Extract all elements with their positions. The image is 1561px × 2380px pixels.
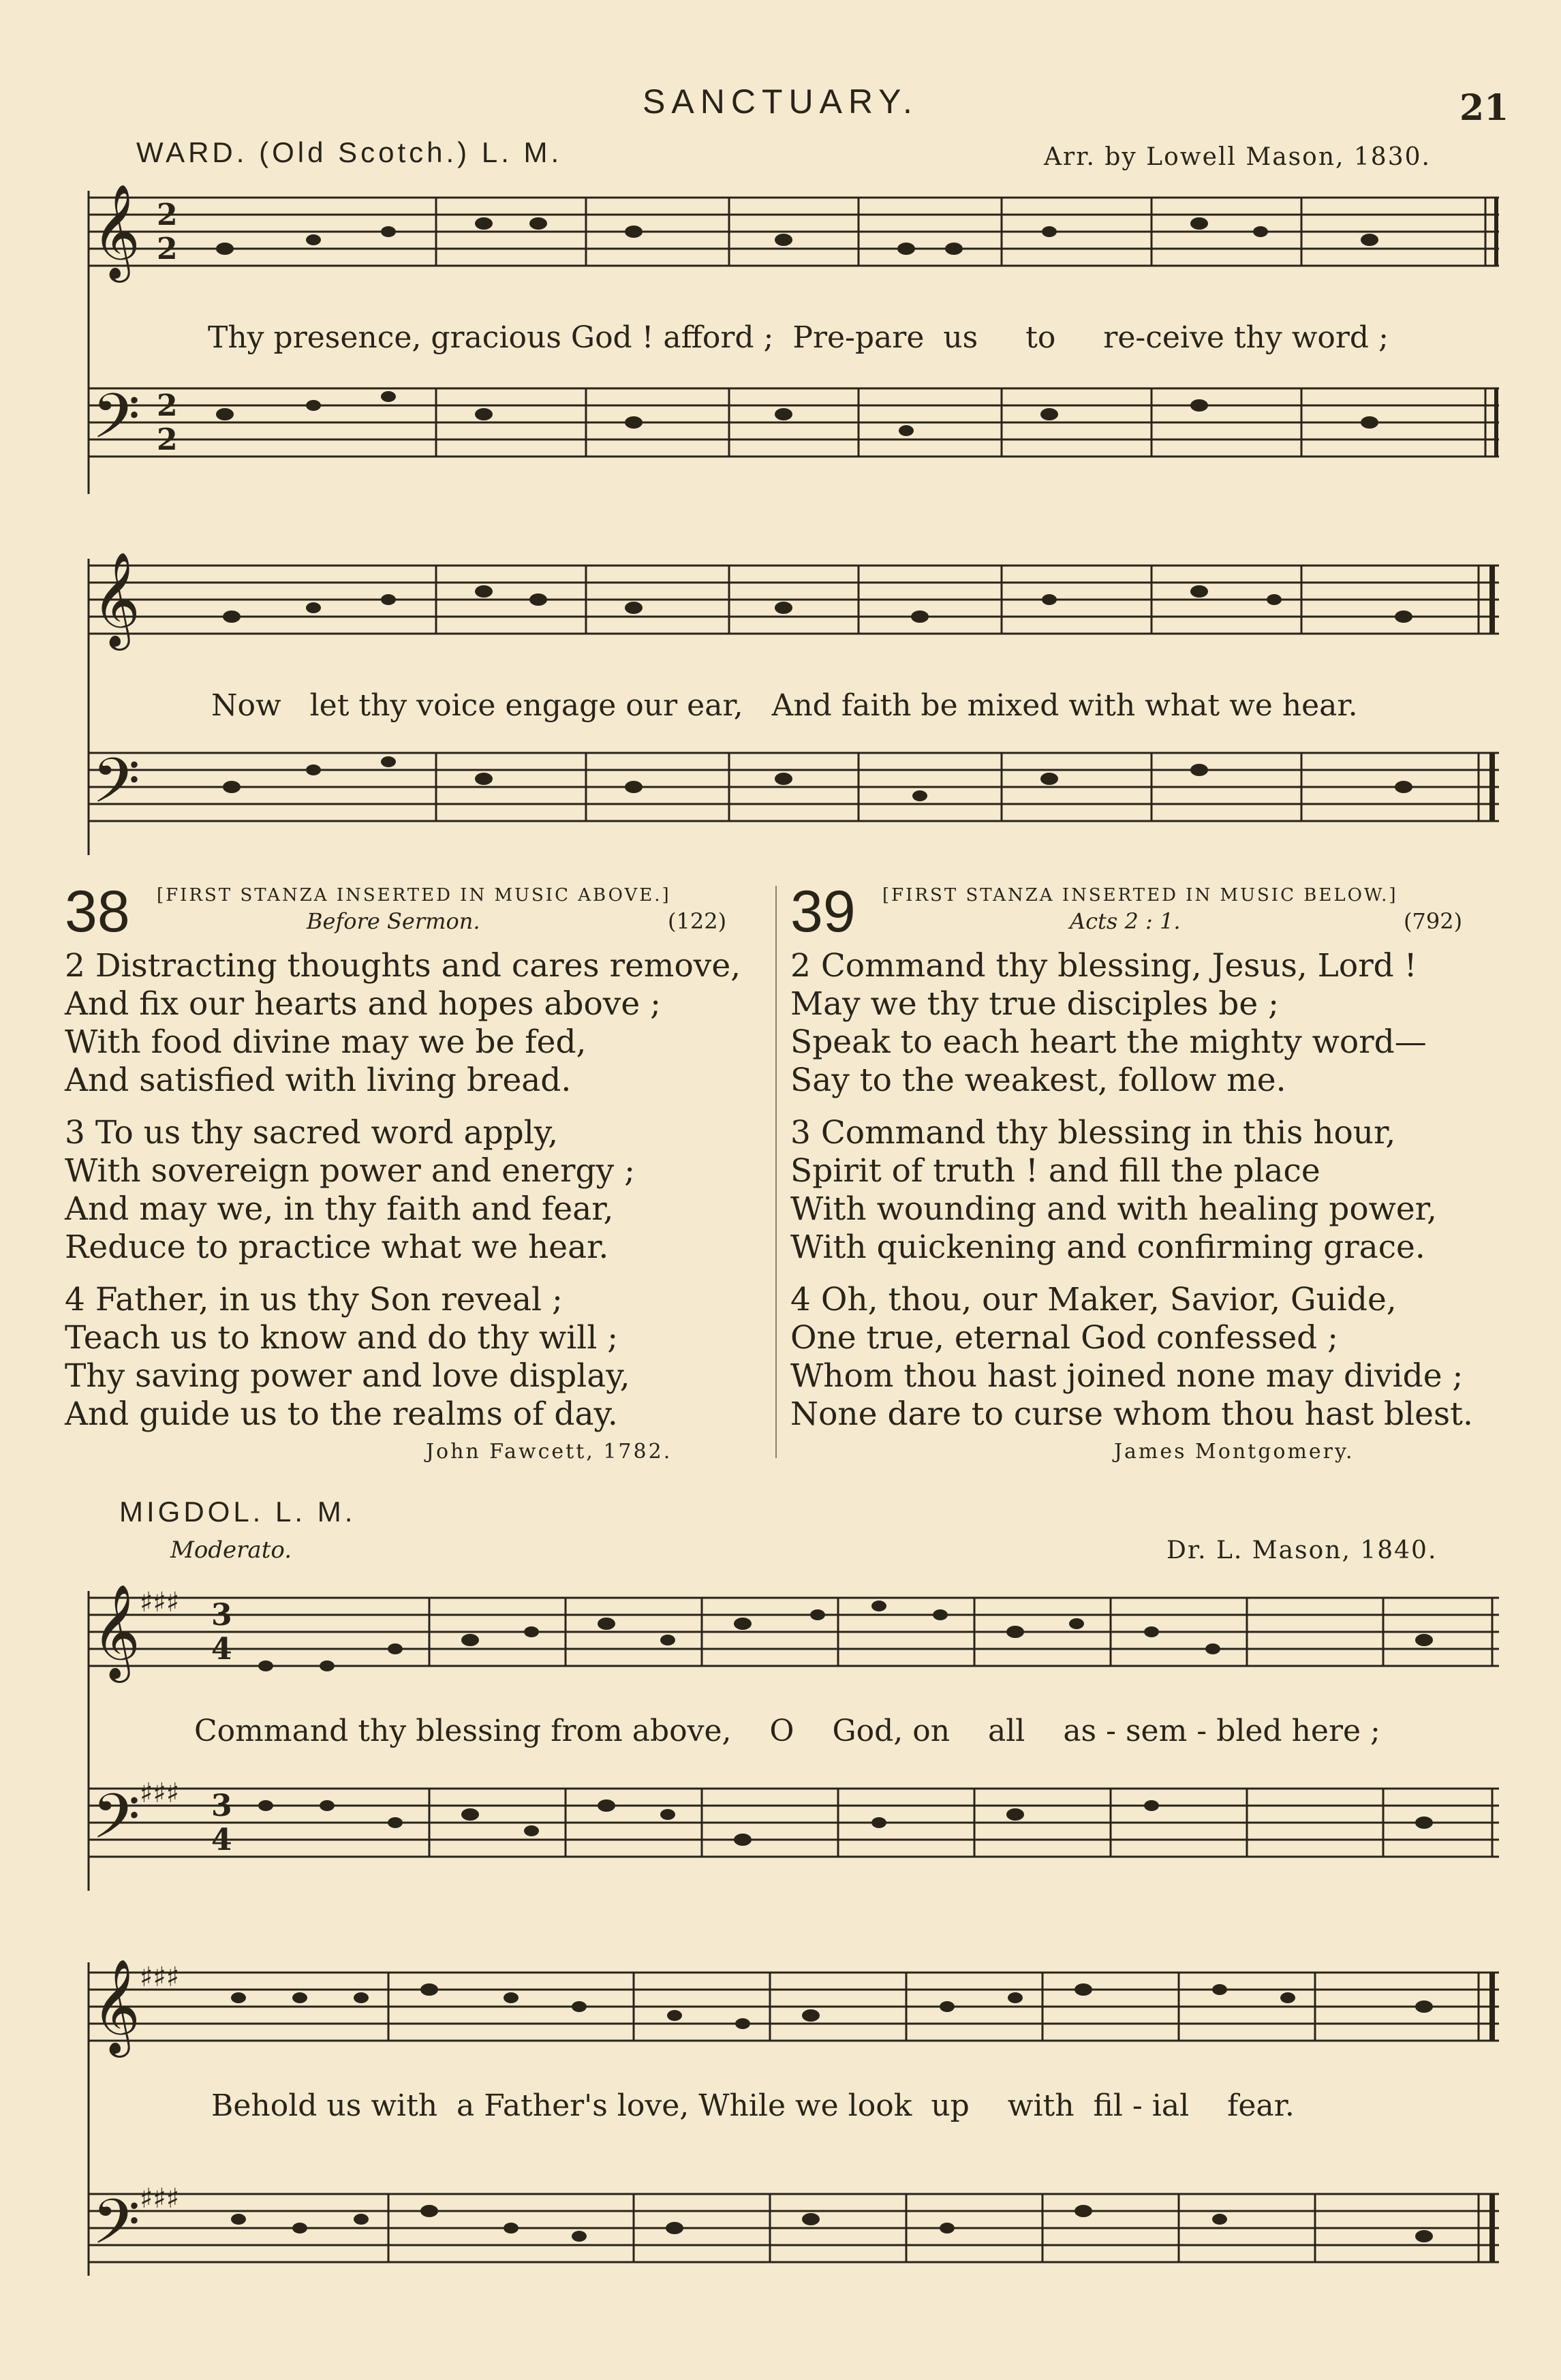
svg-text:𝄢: 𝄢 <box>92 2186 140 2273</box>
stanza-2 <box>790 947 1427 1100</box>
lyric-line-3: Command thy blessing from above, O God, on all as - sem - bled here ; <box>194 1714 1380 1748</box>
svg-text:4: 4 <box>211 1823 232 1857</box>
music-system-2 <box>75 552 1506 865</box>
stanza-3 <box>65 1114 635 1267</box>
hymn-scripture: Acts 2 : 1. <box>1070 908 1181 934</box>
hymn-placement-note: [FIRST STANZA INSERTED IN MUSIC ABOVE.] <box>157 885 671 906</box>
stanza-line: With food divine may we be fed, <box>65 1023 587 1061</box>
svg-text:2: 2 <box>157 232 178 266</box>
lyric-line-1: Thy presence, gracious God ! afford ; Pre-pare us to re-ceive thy word ; <box>208 320 1389 355</box>
stanza-line: Whom thou hast joined none may divide ; <box>790 1357 1464 1395</box>
stanza-line: 4 Father, in us thy Son reveal ; <box>65 1281 563 1318</box>
svg-text:𝄢: 𝄢 <box>92 745 140 832</box>
stanza-4 <box>790 1281 1473 1434</box>
stanza-line: Reduce to practice what we hear. <box>65 1228 609 1266</box>
stanza-4 <box>65 1281 630 1434</box>
hymn-placement-note: [FIRST STANZA INSERTED IN MUSIC BELOW.] <box>882 885 1398 906</box>
stanza-line: Spirit of truth ! and fill the place <box>790 1152 1320 1190</box>
svg-text:3: 3 <box>211 1598 232 1633</box>
stanza-line: And may we, in thy faith and fear, <box>65 1190 614 1228</box>
svg-text:♯♯♯: ♯♯♯ <box>140 1962 180 1993</box>
hymn-author: James Montgomery. <box>1114 1440 1355 1464</box>
music-system-3 <box>75 1571 1506 1904</box>
stanza-3 <box>790 1114 1437 1267</box>
hymn-reference: (792) <box>1404 908 1463 934</box>
stanza-line: With wounding and with healing power, <box>790 1190 1437 1228</box>
svg-text:2: 2 <box>157 422 178 457</box>
svg-text:♯♯♯: ♯♯♯ <box>140 1778 180 1809</box>
stanza-line: 3 Command thy blessing in this hour, <box>790 1114 1396 1152</box>
svg-text:𝄞: 𝄞 <box>92 552 140 647</box>
lyric-line-4: Behold us with a Father's love, While we look up with fil - ial fear. <box>211 2088 1295 2123</box>
hymn-author: John Fawcett, 1782. <box>426 1440 673 1464</box>
music-system-4 <box>75 1942 1506 2283</box>
stanza-line: 4 Oh, thou, our Maker, Savior, Guide, <box>790 1281 1397 1318</box>
svg-text:𝄢: 𝄢 <box>92 380 140 467</box>
svg-text:𝄢: 𝄢 <box>92 1780 140 1868</box>
tune-title-ward: WARD. (Old Scotch.) L. M. <box>136 136 563 168</box>
tune-title-migdol: MIGDOL. L. M. <box>119 1496 356 1528</box>
page-number: 21 <box>1459 87 1509 129</box>
svg-text:𝄞: 𝄞 <box>92 1584 140 1679</box>
stanza-line: And fix our hearts and hopes above ; <box>65 985 661 1023</box>
stanza-line: And guide us to the realms of day. <box>65 1395 618 1433</box>
stanza-line: Speak to each heart the mighty word— <box>790 1023 1427 1061</box>
svg-text:𝄞: 𝄞 <box>92 184 140 279</box>
stanza-line: Say to the weakest, follow me. <box>790 1062 1286 1099</box>
hymn-occasion: Before Sermon. <box>307 908 480 934</box>
stanza-2 <box>65 947 741 1100</box>
stanza-line: Teach us to know and do thy will ; <box>65 1319 619 1357</box>
svg-text:𝄞: 𝄞 <box>92 1959 140 2054</box>
page-header-title: SANCTUARY. <box>643 82 918 121</box>
stanza-line: With quickening and confirming grace. <box>790 1228 1425 1266</box>
svg-text:♯♯♯: ♯♯♯ <box>140 2183 180 2214</box>
stanza-line: And satisfied with living bread. <box>65 1062 572 1099</box>
stanza-line: 2 Distracting thoughts and cares remove, <box>65 947 741 985</box>
stanza-line: May we thy true disciples be ; <box>790 985 1279 1023</box>
stanza-line: 2 Command thy blessing, Jesus, Lord ! <box>790 947 1417 985</box>
svg-text:2: 2 <box>157 198 178 232</box>
stanza-line: None dare to curse whom thou hast blest. <box>790 1395 1473 1433</box>
stanza-line: 3 To us thy sacred word apply, <box>65 1114 559 1152</box>
hymn-number: 39 <box>790 879 856 944</box>
stanza-line: With sovereign power and energy ; <box>65 1152 635 1190</box>
lyric-line-2: Now let thy voice engage our ear, And faith be mixed with what we hear. <box>211 688 1358 723</box>
music-system-1 <box>75 184 1506 504</box>
stanza-line: Thy saving power and love display, <box>65 1357 630 1395</box>
column-divider <box>775 886 777 1458</box>
hymn-number: 38 <box>65 879 130 944</box>
svg-text:2: 2 <box>157 388 178 423</box>
svg-text:4: 4 <box>211 1632 232 1667</box>
hymn-reference: (122) <box>668 908 727 934</box>
tune-composer: Dr. L. Mason, 1840. <box>1166 1536 1438 1564</box>
svg-text:♯♯♯: ♯♯♯ <box>140 1587 180 1618</box>
stanza-line: One true, eternal God confessed ; <box>790 1319 1339 1357</box>
tempo-marking: Moderato. <box>170 1536 292 1564</box>
tune-arranger: Arr. by Lowell Mason, 1830. <box>1044 143 1431 171</box>
svg-text:3: 3 <box>211 1789 232 1823</box>
